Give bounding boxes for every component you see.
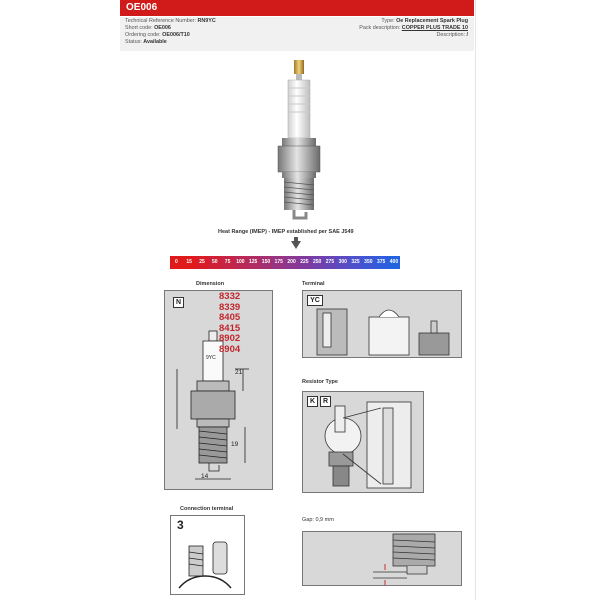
- short-code-label: Short code:: [125, 25, 153, 31]
- type-label: Type:: [381, 18, 395, 24]
- resistor-box: [302, 391, 424, 493]
- heat-scale-cell: 0: [170, 256, 183, 269]
- resistor-diagram: [303, 392, 423, 492]
- short-code-value: OE006: [154, 25, 171, 31]
- status-row: [125, 39, 167, 46]
- code-item: 8339: [219, 301, 241, 313]
- dimension-badge: N: [173, 297, 184, 308]
- status-label: Status:: [125, 39, 142, 45]
- terminal-label: Terminal: [302, 281, 325, 287]
- gap-label: Gap: 0,9 mm: [302, 517, 334, 523]
- short-code-row: [125, 25, 171, 32]
- terminal-diagram: [303, 291, 461, 357]
- heat-scale-cell: 75: [221, 256, 234, 269]
- heat-scale-cell: 400: [388, 256, 401, 269]
- code-item: 8904: [219, 343, 241, 355]
- ordering-code-row: [125, 32, 190, 39]
- heat-scale-cell: 375: [375, 256, 388, 269]
- heat-range-scale: [170, 256, 400, 269]
- type-row: [381, 18, 468, 25]
- pack-description-link[interactable]: COPPER PLUS TRADE 10: [401, 25, 468, 31]
- product-info-panel: [120, 17, 474, 51]
- heat-scale-cell: 300: [336, 256, 349, 269]
- pack-row: [359, 25, 468, 32]
- heat-range-label: Heat Range (IMEP) - IMEP established per SAE J549: [218, 229, 354, 235]
- dim-21-label: 21: [235, 369, 243, 376]
- code-item: 8405: [219, 312, 241, 323]
- description-row: [437, 32, 468, 39]
- tech-ref-label: Technical Reference Number:: [125, 18, 197, 24]
- gap-diagram: [303, 532, 461, 585]
- product-title-bar: [120, 0, 474, 16]
- heat-scale-cell: 25: [196, 256, 209, 269]
- code-item: 8902: [219, 333, 241, 344]
- heat-scale-cell: 50: [208, 256, 221, 269]
- dimension-label: Dimension: [196, 281, 225, 287]
- ordering-code-label: Ordering code:: [125, 32, 161, 38]
- dim-19-label: 19: [231, 441, 239, 448]
- connection-terminal-label: Connection terminal: [180, 506, 234, 512]
- heat-scale-cell: 175: [272, 256, 285, 269]
- heat-scale-cell: 150: [260, 256, 273, 269]
- terminal-box: [302, 290, 462, 358]
- description-label: Description:: [436, 32, 465, 38]
- status-value: Available: [143, 39, 167, 45]
- code-item: 8415: [219, 322, 241, 334]
- type-value: Oe Replacement Spark Plug: [396, 18, 468, 24]
- heat-scale-cell: 275: [324, 256, 337, 269]
- resistor-r-badge: R: [320, 396, 331, 407]
- heat-scale-cell: 250: [311, 256, 324, 269]
- heat-scale-cell: 100: [234, 256, 247, 269]
- heat-indicator-arrow-icon: [291, 241, 301, 249]
- resistor-k-badge: K: [307, 396, 318, 407]
- svg-text:9YC: 9YC: [206, 355, 216, 361]
- heat-scale-cell: 200: [285, 256, 298, 269]
- product-title: OE006: [126, 2, 158, 13]
- heat-scale-cell: 325: [349, 256, 362, 269]
- tech-ref-value: RN9YC: [197, 18, 216, 24]
- code-item: 8332: [219, 291, 241, 302]
- tech-ref-row: [125, 18, 216, 25]
- connection-terminal-badge: 3: [177, 518, 184, 532]
- pack-label: Pack description:: [359, 25, 401, 31]
- resistor-label: Resistor Type: [302, 379, 338, 385]
- connection-terminal-box: [170, 515, 245, 595]
- heat-scale-cell: 15: [183, 256, 196, 269]
- dim-14-label: 14: [201, 473, 209, 480]
- ordering-code-value: OE006/T10: [162, 32, 190, 38]
- spark-plug-image: [260, 58, 340, 224]
- heat-scale-cell: 125: [247, 256, 260, 269]
- terminal-badge: YC: [307, 295, 323, 306]
- heat-scale-cell: 350: [362, 256, 375, 269]
- heat-scale-cell: 225: [298, 256, 311, 269]
- description-value: /: [466, 32, 468, 38]
- gap-box: [302, 531, 462, 586]
- cross-reference-codes: [219, 292, 240, 355]
